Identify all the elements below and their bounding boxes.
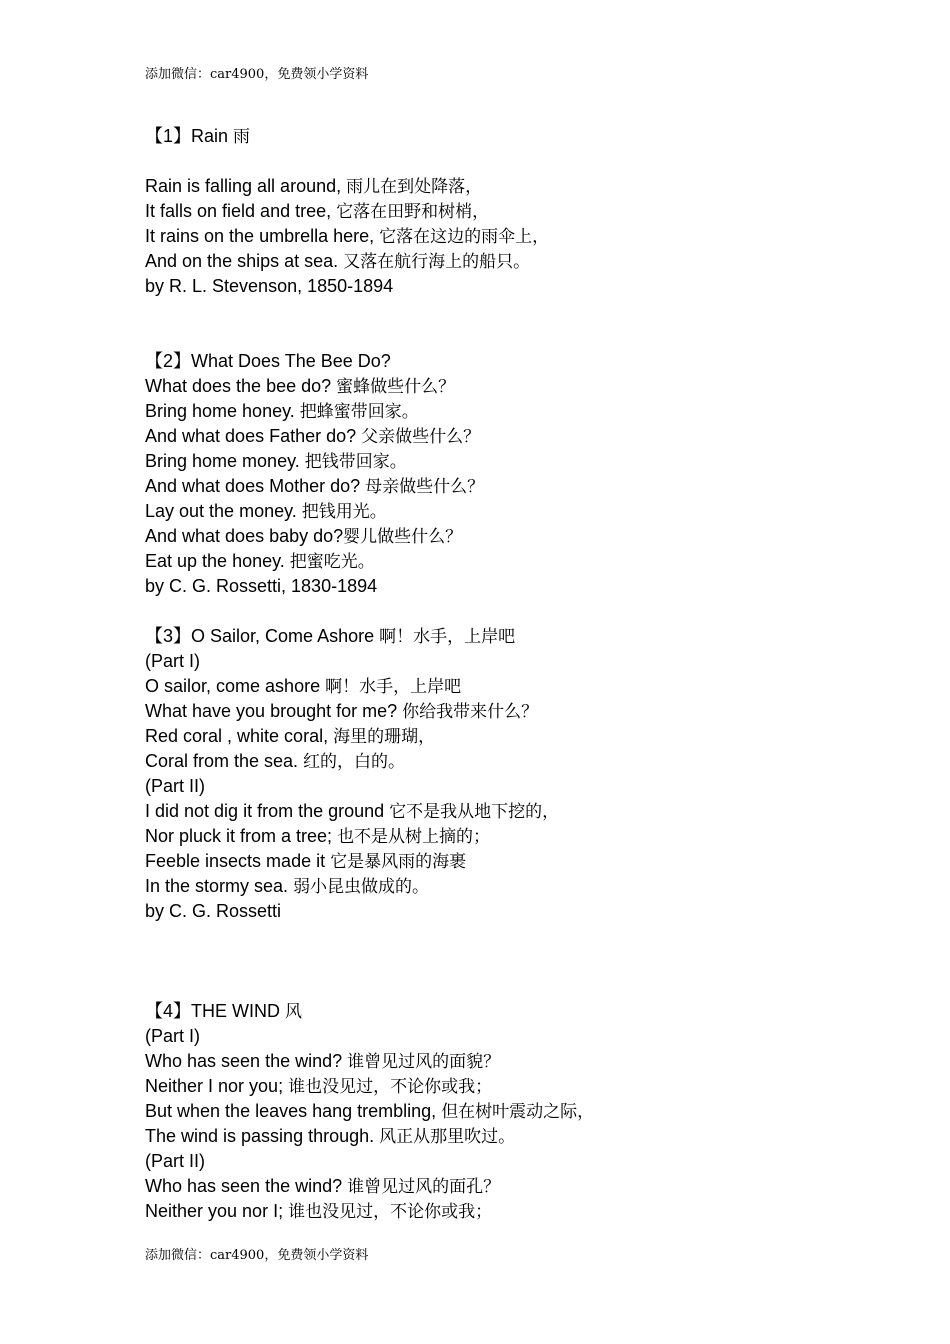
poem-title-en: 【1】Rain [145,126,234,146]
line-en: by C. G. Rossetti, 1830-1894 [145,576,378,596]
poem-line [145,399,905,424]
poem-line [145,849,905,874]
footer-note: 添加微信：car4900，免费领小学资料 [145,1248,369,1263]
poem-line [145,1124,905,1149]
poem-title [145,999,905,1024]
line-en: (Part I) [145,651,201,671]
poem-line [145,1074,905,1099]
line-cn: 弱小昆虫做成的。 [293,877,430,897]
poem-line [145,474,905,499]
header-note: 添加微信：car4900，免费领小学资料 [145,67,369,82]
poem-line [145,1049,905,1074]
line-cn: 它落在这边的雨伞上， [379,227,550,247]
poem-line [145,1149,905,1174]
line-cn: 谁也没见过，不论你或我； [288,1077,493,1097]
poem-title [145,624,905,649]
poem-author [145,899,905,924]
blank-line [145,974,905,999]
line-en: (Part II) [145,776,206,796]
poem-line [145,524,905,549]
poem-line [145,1199,905,1224]
line-en: And what does Mother do? [145,476,366,496]
poem-line [145,799,905,824]
blank-line [145,324,905,349]
line-en: Feeble insects made it [145,851,331,871]
line-cn: 谁曾见过风的面貌？ [347,1052,501,1072]
line-cn: 你给我带来什么？ [402,702,539,722]
poem-line [145,549,905,574]
blank-line [145,149,905,174]
line-en: What have you brought for me? [145,701,403,721]
line-cn: 父亲做些什么？ [361,427,481,447]
line-cn: 又落在航行海上的船只。 [343,252,531,272]
line-en: It falls on field and tree, [145,201,337,221]
line-cn: 把钱带回家。 [304,452,407,472]
line-en: Neither you nor I; [145,1201,289,1221]
line-en: Neither I nor you; [145,1076,289,1096]
line-en: Coral from the sea. [145,751,304,771]
line-cn: 婴儿做些什么？ [343,527,463,547]
line-en: The wind is passing through. [145,1126,380,1146]
poem-line [145,1174,905,1199]
line-en: Red coral , white coral, [145,726,334,746]
line-cn: 把钱用光。 [301,502,387,522]
line-en: Eat up the honey. [145,551,290,571]
blank-line [145,299,905,324]
poem-line [145,249,905,274]
poem-line [145,674,905,699]
line-cn: 把蜜吃光。 [289,552,375,572]
poem-author [145,574,905,599]
line-en: Who has seen the wind? [145,1051,348,1071]
line-en: by C. G. Rossetti [145,901,282,921]
line-cn: 海里的珊瑚， [333,727,436,747]
line-en: (Part I) [145,1026,201,1046]
poem-line [145,199,905,224]
poem-line [145,499,905,524]
blank-line [145,949,905,974]
poem-title-en: 【4】THE WIND [145,1001,286,1021]
poem-line [145,699,905,724]
line-en: Bring home honey. [145,401,300,421]
line-cn: 雨儿在到处降落， [346,177,483,197]
line-cn: 谁也没见过，不论你或我； [288,1202,493,1222]
poem-line [145,1099,905,1124]
poem-line [145,449,905,474]
poem-line [145,824,905,849]
line-en: And what does baby do? [145,526,344,546]
line-en: by R. L. Stevenson, 1850-1894 [145,276,394,296]
line-en: In the stormy sea. [145,876,294,896]
poem-line [145,774,905,799]
poem-title-cn: 啊！水手，上岸吧 [379,627,516,647]
line-en: And on the ships at sea. [145,251,344,271]
poem-line [145,374,905,399]
line-cn: 它落在田野和树梢， [336,202,490,222]
line-cn: 蜜蜂做些什么？ [336,377,456,397]
poem-line [145,424,905,449]
poem-title [145,124,905,149]
line-en: What does the bee do? [145,376,337,396]
line-cn: 母亲做些什么？ [365,477,485,497]
poem-title-en: 【2】What Does The Bee Do? [145,351,391,371]
line-cn: 红的，白的。 [303,752,406,772]
line-en: I did not dig it from the ground [145,801,390,821]
line-en: But when the leaves hang trembling, [145,1101,442,1121]
line-cn: 也不是从树上摘的； [337,827,491,847]
poem-title-cn: 雨 [233,127,251,147]
line-cn: 它不是我从地下挖的， [389,802,560,822]
blank-line [145,599,905,624]
line-cn: 谁曾见过风的面孔？ [347,1177,501,1197]
poem-title-cn: 风 [285,1002,303,1022]
line-en: O sailor, come ashore [145,676,326,696]
poem-line [145,724,905,749]
line-cn: 把蜂蜜带回家。 [299,402,419,422]
line-en: And what does Father do? [145,426,362,446]
line-en: Bring home money. [145,451,305,471]
poem-title-en: 【3】O Sailor, Come Ashore [145,626,380,646]
poem-content [145,124,905,1224]
line-en: It rains on the umbrella here, [145,226,380,246]
line-en: Rain is falling all around, [145,176,347,196]
poem-author [145,274,905,299]
line-en: Nor pluck it from a tree; [145,826,338,846]
poem-title [145,349,905,374]
poem-line [145,174,905,199]
poem-line [145,749,905,774]
poem-line [145,1024,905,1049]
line-cn: 啊！水手，上岸吧 [325,677,462,697]
line-cn: 风正从那里吹过。 [379,1127,516,1147]
line-en: Lay out the money. [145,501,302,521]
poem-line [145,649,905,674]
poem-line [145,874,905,899]
line-en: (Part II) [145,1151,206,1171]
line-en: Who has seen the wind? [145,1176,348,1196]
blank-line [145,924,905,949]
line-cn: 但在树叶震动之际， [441,1102,595,1122]
poem-line [145,224,905,249]
line-cn: 它是暴风雨的海裹 [330,852,467,872]
